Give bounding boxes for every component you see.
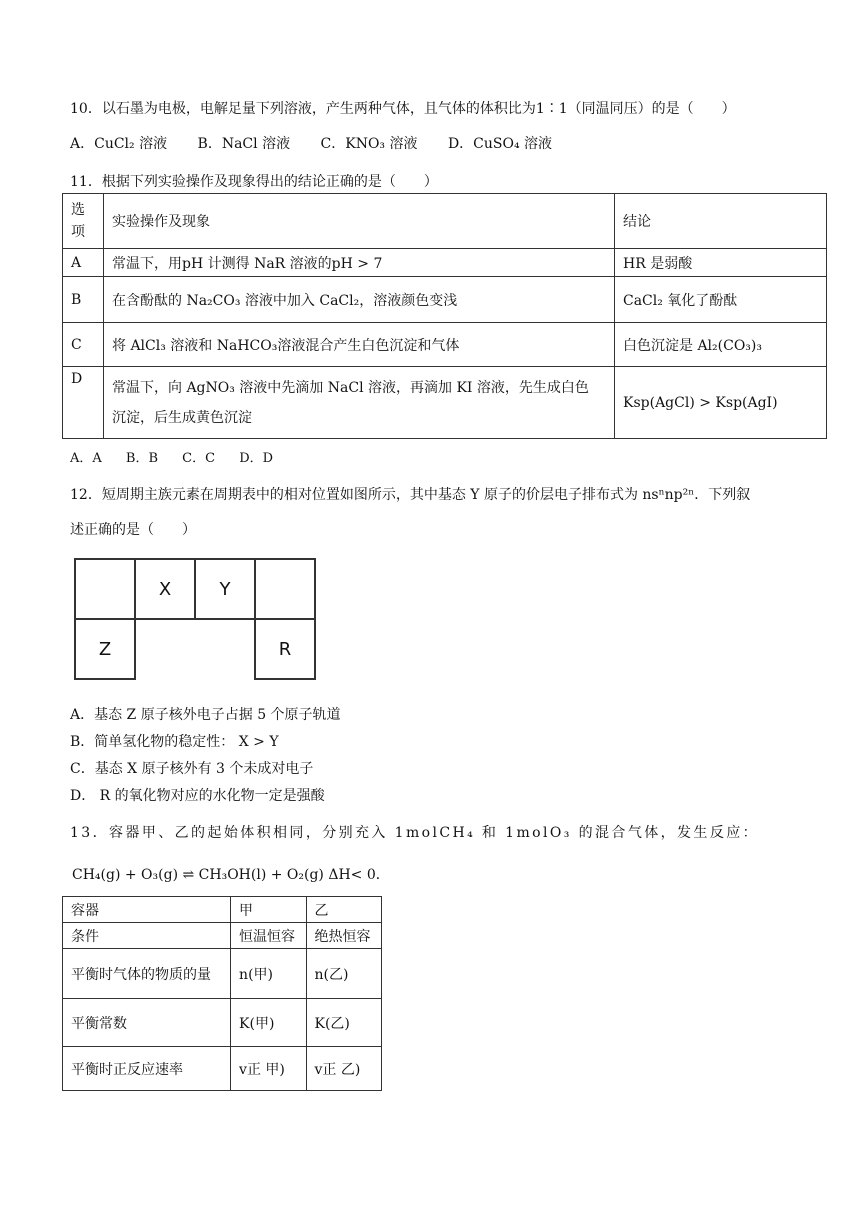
q13-cell: 恒温恒容 (231, 923, 306, 949)
q12-option-a: A．基态 Z 原子核外电子占据 5 个原子轨道 (70, 707, 341, 723)
q13-stem: 13．容器甲、乙的起始体积相同，分别充入 1molCH₄ 和 1molO₃ 的混合气体，发生反应： (70, 825, 760, 841)
q11-row-operation: 在含酚酞的 Na₂CO₃ 溶液中加入 CaCl₂，溶液颜色变浅 (104, 277, 615, 323)
q11-stem: 11．根据下列实验操作及现象得出的结论正确的是（ ） (70, 174, 438, 190)
grid-cell-empty (74, 558, 136, 620)
q13-cell: 甲 (231, 897, 306, 923)
q10-option-c: C．KNO₃ 溶液 (320, 136, 418, 152)
table-row (63, 923, 382, 949)
q13-cell: n(乙) (306, 949, 381, 999)
q13-cell: v正 乙) (306, 1047, 381, 1091)
q11-row-option: B (63, 277, 104, 323)
q11-row-conclusion: 白色沉淀是 Al₂(CO₃)₃ (615, 323, 827, 367)
table-row (63, 277, 827, 323)
q11-row-operation: 常温下，用pH 计测得 NaR 溶液的pH > 7 (104, 249, 615, 277)
q13-cell: v正 甲) (231, 1047, 306, 1091)
q10-option-a: A．CuCl₂ 溶液 (70, 136, 168, 152)
q12-stem-line1: 12．短周期主族元素在周期表中的相对位置如图所示，其中基态 Y 原子的价层电子排布式为 nsⁿnp²ⁿ．下列叙 (70, 487, 751, 503)
q13-equation: CH₄(g) + O₃(g) ⇌ CH₃OH(l) + O₂(g) ΔH< 0． (72, 867, 390, 883)
q13-cell: n(甲) (231, 949, 306, 999)
grid-cell-x: X (134, 558, 196, 620)
q11-row-conclusion: Ksp(AgCl) > Ksp(AgI) (615, 367, 827, 439)
q10-options (70, 133, 578, 153)
q11-option-d: D．D (239, 451, 274, 466)
q13-cell: 平衡时气体的物质的量 (63, 949, 231, 999)
q11-options (70, 447, 293, 466)
q13-cell: 绝热恒容 (306, 923, 381, 949)
table-row (63, 367, 827, 439)
q13-cell: 容器 (63, 897, 231, 923)
q10-stem: 10．以石墨为电极，电解足量下列溶液，产生两种气体，且气体的体积比为1∶1（同温同压）的是（ ） (70, 101, 736, 117)
q12-option-c: C．基态 X 原子核外有 3 个未成对电子 (70, 761, 314, 777)
table-row (63, 949, 382, 999)
q13-cell: K(甲) (231, 999, 306, 1047)
q11-header-conclusion: 结论 (615, 194, 827, 249)
q11-row-conclusion: HR 是弱酸 (615, 249, 827, 277)
q13-cell: K(乙) (306, 999, 381, 1047)
q13-cell: 平衡时正反应速率 (63, 1047, 231, 1091)
q12-stem-line2: 述正确的是（ ） (70, 522, 196, 538)
q10-option-b: B．NaCl 溶液 (197, 136, 291, 152)
q11-option-b: B．B (125, 451, 159, 466)
q10-option-d: D．CuSO₄ 溶液 (447, 136, 553, 152)
table-row (63, 1047, 382, 1091)
q11-row-operation (104, 367, 615, 439)
table-row (63, 897, 382, 923)
q11-row-option: C (63, 323, 104, 367)
table-row (63, 194, 827, 249)
q11-row-conclusion: CaCl₂ 氧化了酚酞 (615, 277, 827, 323)
table-row (63, 999, 382, 1047)
table-row (63, 249, 827, 277)
q11-header-operation: 实验操作及现象 (104, 194, 615, 249)
q11-header-option: 选项 (63, 194, 104, 249)
q13-cell: 乙 (306, 897, 381, 923)
q11-option-c: C．C (182, 451, 216, 466)
q11-row-operation-line1: 常温下，向 AgNO₃ 溶液中先滴加 NaCl 溶液，再滴加 KI 溶液，先生成白色 (112, 379, 589, 396)
table-row (63, 323, 827, 367)
q13-cell: 条件 (63, 923, 231, 949)
q12-option-d: D． R 的氧化物对应的水化物一定是强酸 (70, 788, 325, 804)
grid-cell-y: Y (194, 558, 256, 620)
q12-option-b: B．简单氢化物的稳定性： X > Y (70, 734, 279, 750)
q11-row-operation: 将 AlCl₃ 溶液和 NaHCO₃溶液混合产生白色沉淀和气体 (104, 323, 615, 367)
q11-table (62, 193, 827, 439)
q11-row-operation-line2: 沉淀，后生成黄色沉淀 (112, 409, 252, 426)
grid-cell-z: Z (74, 618, 136, 680)
periodic-table-diagram (74, 558, 316, 682)
q11-row-option: A (63, 249, 104, 277)
grid-cell-r: R (254, 618, 316, 680)
q11-option-a: A．A (70, 451, 102, 466)
grid-cell-empty (254, 558, 316, 620)
q13-table (62, 896, 382, 1091)
q11-row-option: D (63, 367, 104, 439)
q13-cell: 平衡常数 (63, 999, 231, 1047)
